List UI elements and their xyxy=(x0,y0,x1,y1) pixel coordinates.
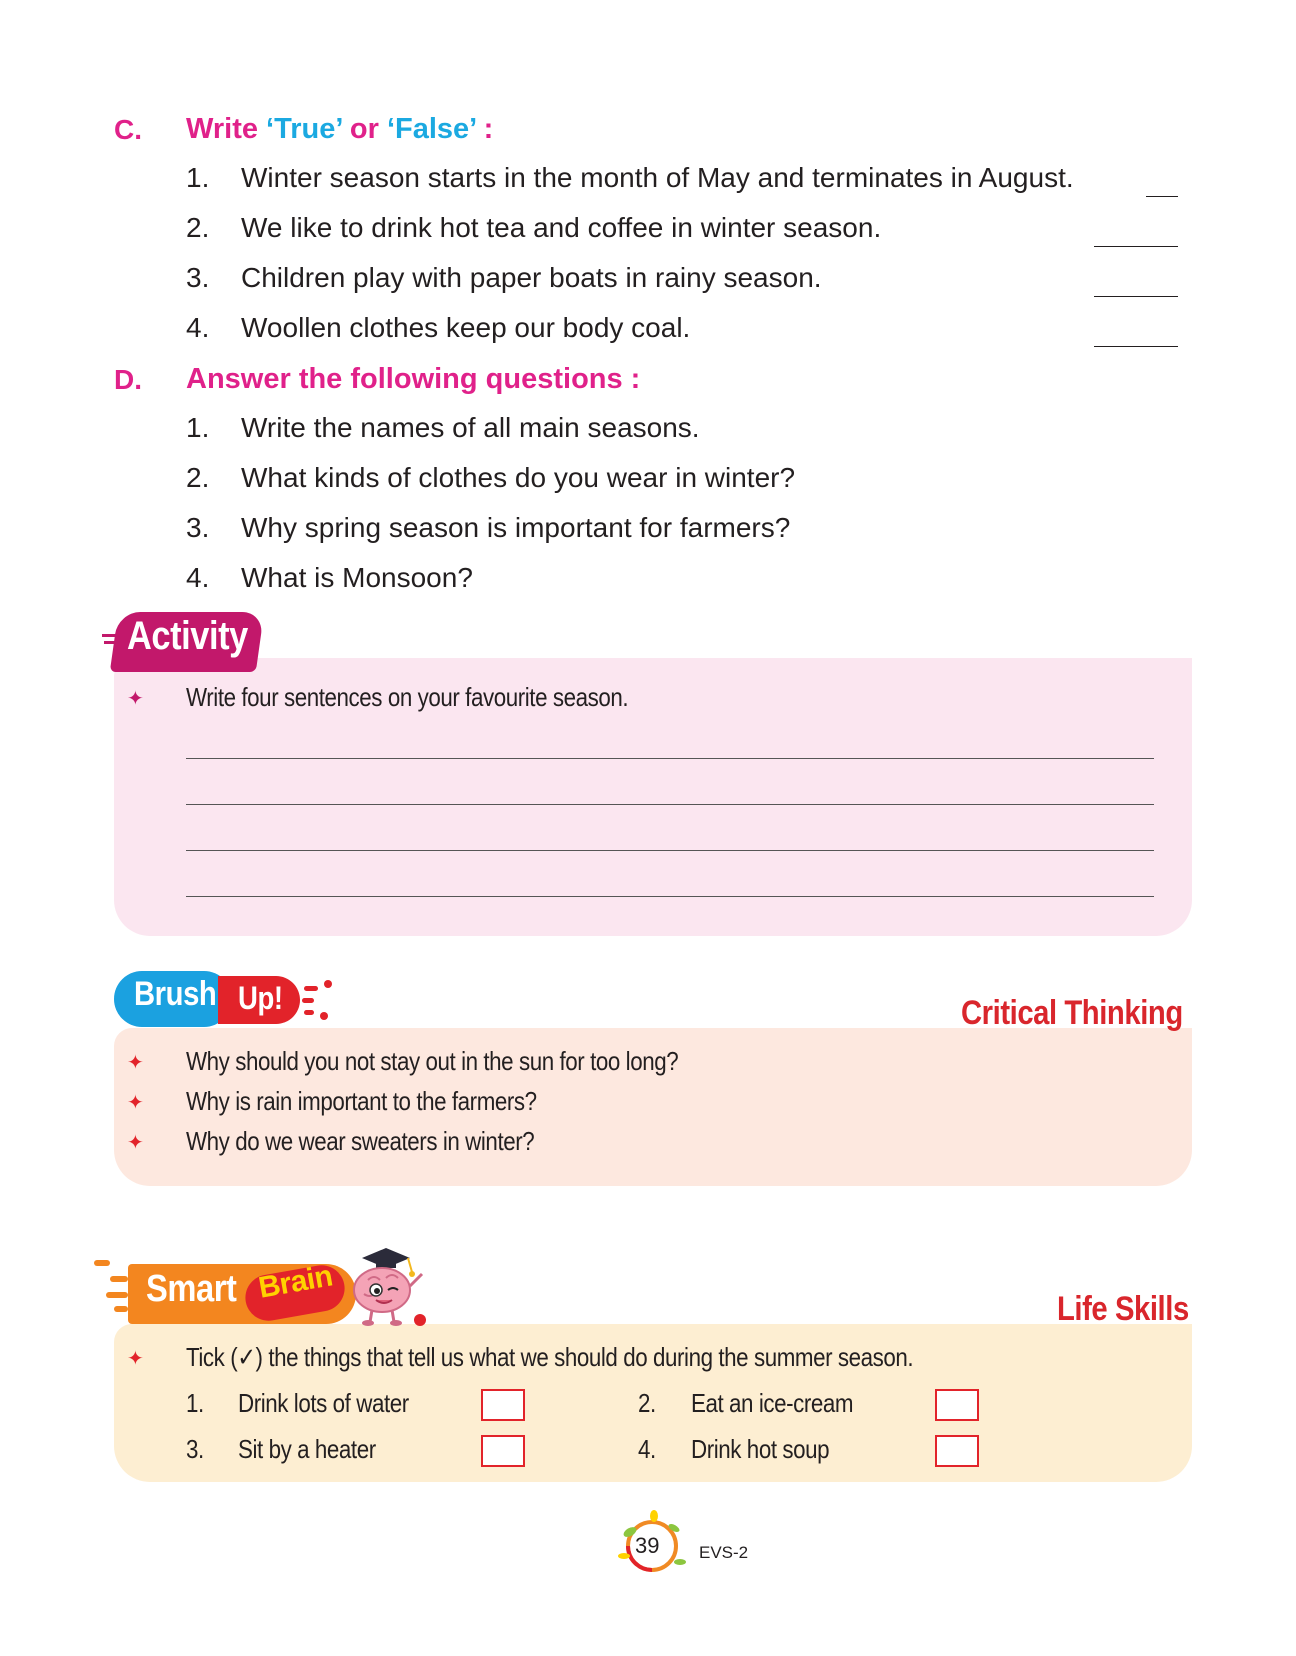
smart-brain-dash-2 xyxy=(110,1276,128,1282)
brush-up-item-1 xyxy=(186,1046,758,1077)
option-2-checkbox[interactable] xyxy=(935,1389,979,1421)
section-d-letter: D. xyxy=(114,364,142,395)
section-c-title-post: : xyxy=(475,113,494,145)
section-d-item-4-text: What is Monsoon? xyxy=(241,562,473,593)
answer-blank-3[interactable] xyxy=(1094,296,1178,297)
writing-line-1[interactable] xyxy=(186,758,1154,759)
life-skills-text: Life Skills xyxy=(1057,1290,1189,1328)
section-c-item-1-text: Winter season starts in the month of May and terminates in August. xyxy=(241,162,1074,193)
book-code: EVS-2 xyxy=(699,1543,749,1562)
section-c-item-1-num: 1. xyxy=(186,162,210,193)
brush-up-bullet-icon-1: ✦ xyxy=(127,1052,144,1074)
section-c-item-4-text: Woollen clothes keep our body coal. xyxy=(241,312,691,343)
option-1-label-text: Drink lots of water xyxy=(238,1388,409,1418)
option-4-num-text: 4. xyxy=(638,1434,656,1464)
section-d-item-4-num: 4. xyxy=(186,562,210,593)
section-d-item-2-text: What kinds of clothes do you wear in winter? xyxy=(241,462,796,493)
option-3-checkbox[interactable] xyxy=(481,1435,525,1467)
activity-instruction xyxy=(186,682,700,713)
writing-line-3[interactable] xyxy=(186,850,1154,851)
writing-line-4[interactable] xyxy=(186,896,1154,897)
brush-up-dash-3 xyxy=(304,1010,314,1015)
brain-mascot-icon xyxy=(340,1238,430,1328)
brush-up-item-1-text: Why should you not stay out in the sun for too long? xyxy=(186,1046,679,1076)
section-c-item-3-num: 3. xyxy=(186,262,210,293)
smart-brain-dash-4 xyxy=(114,1306,128,1312)
brush-up-bullet-icon-2: ✦ xyxy=(127,1092,144,1114)
option-1-num xyxy=(186,1388,207,1419)
page-number: 39 xyxy=(635,1533,660,1558)
option-2-num-text: 2. xyxy=(638,1388,656,1418)
brush-up-item-3-text: Why do we wear sweaters in winter? xyxy=(186,1126,535,1156)
option-4-checkbox[interactable] xyxy=(935,1435,979,1467)
option-4-label xyxy=(691,1434,852,1465)
brush-up-item-3 xyxy=(186,1126,591,1157)
option-1-checkbox[interactable] xyxy=(481,1389,525,1421)
section-c-letter: C. xyxy=(114,114,142,145)
option-3-num-text: 3. xyxy=(186,1434,204,1464)
brush-up-dot-1 xyxy=(324,980,332,988)
brush-up-label-up: Up! xyxy=(238,980,283,1016)
brush-up-item-2-text: Why is rain important to the farmers? xyxy=(186,1086,537,1116)
option-4-num xyxy=(638,1434,659,1465)
section-c-item-3-text: Children play with paper boats in rainy season. xyxy=(241,262,822,293)
option-4-label-text: Drink hot soup xyxy=(691,1434,830,1464)
section-d-item-1-text: Write the names of all main seasons. xyxy=(241,412,700,443)
section-d-item-2-num: 2. xyxy=(186,462,210,493)
answer-blank-4[interactable] xyxy=(1094,346,1178,347)
section-c-item-2-text: We like to drink hot tea and coffee in winter season. xyxy=(241,212,882,243)
option-2-num xyxy=(638,1388,659,1419)
section-d-item-3-text: Why spring season is important for farmers? xyxy=(241,512,791,543)
option-3-label xyxy=(238,1434,398,1465)
section-c-title-mid: or xyxy=(341,113,387,145)
activity-instruction-text: Write four sentences on your favourite season. xyxy=(186,682,629,712)
brush-up-label-brush: Brush xyxy=(134,975,217,1013)
option-1-label xyxy=(238,1388,437,1419)
section-c-title-pre: Write xyxy=(186,113,267,145)
option-2-label xyxy=(691,1388,880,1419)
smart-brain-bullet-icon: ✦ xyxy=(127,1348,144,1370)
smart-brain-label-smart: Smart xyxy=(146,1268,237,1310)
critical-thinking-text: Critical Thinking xyxy=(961,994,1183,1032)
answer-blank-2[interactable] xyxy=(1094,246,1178,247)
section-d-item-1-num: 1. xyxy=(186,412,210,443)
option-1-num-text: 1. xyxy=(186,1388,204,1418)
option-3-num xyxy=(186,1434,207,1465)
section-c-item-4-num: 4. xyxy=(186,312,210,343)
activity-label: Activity xyxy=(127,614,248,658)
smart-brain-instruction xyxy=(186,1342,1032,1373)
activity-bullet-icon: ✦ xyxy=(127,688,144,710)
smart-brain-label-brain: Brain xyxy=(256,1259,335,1305)
critical-thinking-tag xyxy=(961,994,1219,1033)
section-d-item-3-num: 3. xyxy=(186,512,210,543)
section-d-title: Answer the following questions : xyxy=(186,363,641,395)
brush-up-dash-2 xyxy=(302,998,314,1003)
option-3-label-text: Sit by a heater xyxy=(238,1434,376,1464)
brush-up-dot-2 xyxy=(320,1012,328,1020)
life-skills-tag xyxy=(1057,1290,1210,1329)
brush-up-dash-1 xyxy=(304,986,318,991)
smart-brain-dash-3 xyxy=(106,1292,128,1298)
smart-brain-dash-1 xyxy=(94,1260,110,1266)
section-c-item-2-num: 2. xyxy=(186,212,210,243)
section-c-title xyxy=(186,113,493,146)
brush-up-bullet-icon-3: ✦ xyxy=(127,1132,144,1154)
section-c-title-false: ‘False’ xyxy=(386,113,476,145)
answer-blank-1[interactable] xyxy=(1146,196,1178,197)
brush-up-item-2 xyxy=(186,1086,594,1117)
smart-brain-instruction-text: Tick (✓) the things that tell us what we should do during the summer season. xyxy=(186,1342,914,1372)
option-2-label-text: Eat an ice-cream xyxy=(691,1388,854,1418)
section-c-title-true: ‘True’ xyxy=(266,113,342,145)
writing-line-2[interactable] xyxy=(186,804,1154,805)
